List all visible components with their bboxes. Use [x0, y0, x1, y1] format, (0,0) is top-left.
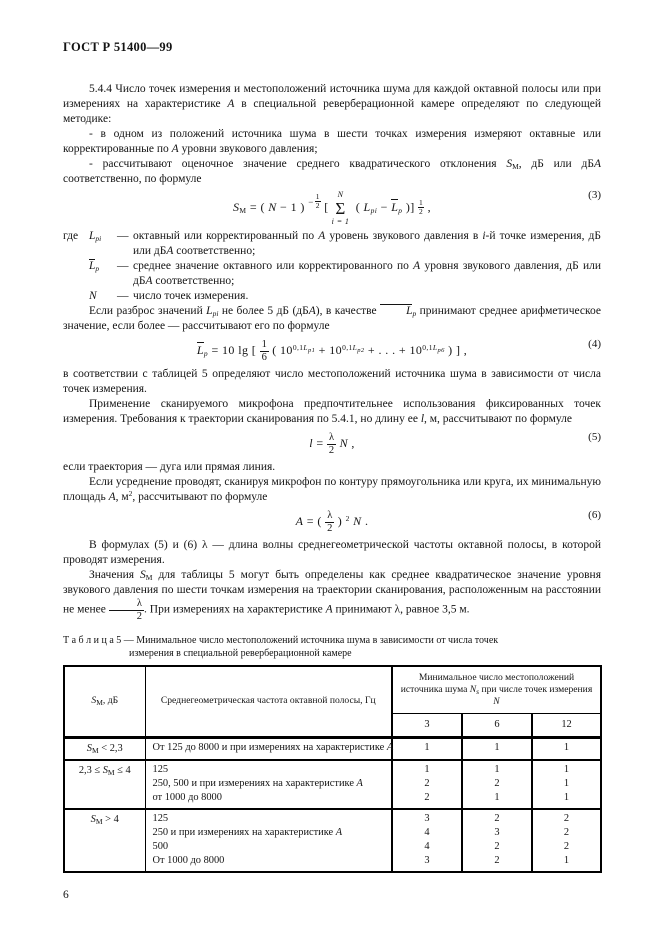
row-sm-range [64, 809, 145, 872]
math-token: в соответствии с таблицей 5 определяют число местоположений источника шума в зависимости от числа точек измерения. [63, 368, 601, 396]
value-cell: 1 [494, 791, 500, 803]
frequency-line [153, 826, 388, 840]
math-token: 125 [152, 812, 169, 824]
table-row [64, 809, 601, 872]
math-token: $S_М$ [233, 199, 247, 215]
math-token: + 10 [315, 342, 343, 357]
math-token: i [482, 230, 486, 243]
definition-item [63, 259, 601, 289]
value-cell: 2 [494, 777, 500, 789]
math-token: )] [402, 199, 419, 214]
header-n-12: 12 [532, 713, 601, 737]
math-token: > 4 [102, 813, 119, 825]
math-token: , [424, 199, 431, 214]
value-cell: 2 [563, 826, 570, 838]
math-token: ) [334, 514, 346, 529]
math-token: N Σ i = 1 [331, 190, 350, 226]
definition-term [89, 259, 117, 289]
definition-lead: где [63, 230, 79, 243]
paragraph-spread [63, 304, 601, 334]
value-cell: 1 [563, 741, 570, 753]
formula-5-number: (5) [588, 431, 601, 444]
math-token: 250, 500 и при измерениях на характеристике [152, 777, 357, 789]
math-token: в специальной реверберационной камере определяют по следующей методике: [63, 98, 601, 125]
row-values-n12 [532, 737, 601, 760]
definition-dash: — [117, 260, 129, 273]
table-5-header [64, 666, 601, 738]
formula-6 [63, 510, 601, 534]
math-token: 2 [345, 514, 350, 524]
definition-dash: — [117, 290, 129, 303]
math-token: А [335, 826, 343, 838]
math-token: . [361, 514, 369, 529]
math-token: соответственно; [173, 245, 256, 258]
header-n-3: 3 [392, 713, 462, 737]
row-values-n6 [462, 809, 532, 872]
header-frequency: Среднегеометрическая частота октавной полосы, Гц [145, 666, 392, 738]
math-token: $L_p$ [196, 342, 209, 358]
math-token: Минимальное число местоположений источника шума [400, 671, 575, 695]
math-token: уровни звукового давления; [178, 143, 318, 155]
value-cell: 2 [563, 812, 570, 824]
math-token: от 1000 до 8000 [152, 791, 222, 803]
frequency-line [153, 854, 388, 868]
row-values-n12 [532, 809, 601, 872]
value-cell: 1 [424, 741, 430, 753]
paragraph-5-4-4-intro [63, 82, 601, 127]
math-token: А [318, 230, 326, 243]
formula-4-expression [197, 339, 467, 363]
math-token: N [89, 290, 97, 303]
definition-description [133, 259, 601, 289]
math-token: А [145, 275, 153, 288]
math-token: $L_{pi}$ [206, 305, 219, 319]
math-token: N [353, 514, 362, 529]
frequency-line [153, 763, 388, 777]
math-token: Применение сканируемого микрофона предпочтительнее использования фиксированных точек измерения. Требования к траектории сканирования по 5.4.1, но длину ее [63, 398, 601, 426]
definition-item [63, 289, 601, 304]
definition-lead [63, 289, 89, 304]
table-caption-line2: измерения в специальной реверберационной камере [129, 647, 352, 659]
math-token: $N_s$ [469, 683, 480, 696]
math-token: = ( [303, 514, 326, 529]
math-token: = [312, 436, 327, 451]
math-token: не более 5 дБ (дБ [218, 305, 309, 318]
definition-description [133, 289, 601, 304]
math-token: уровень звукового давления в [325, 230, 483, 243]
math-token: , м [115, 491, 129, 504]
value-cell: 3 [494, 826, 500, 838]
math-token: 2,3 ≤ [78, 764, 103, 776]
math-token: число точек измерения. [133, 290, 249, 303]
math-token: 0,1Lp6 [422, 342, 445, 354]
math-token: А [325, 604, 333, 617]
definition-dash: — [117, 230, 129, 243]
math-token: 0,1Lp2 [342, 342, 365, 354]
math-token: ) ] , [444, 342, 468, 357]
value-cell: 2 [424, 777, 430, 789]
row-sm-range [64, 760, 145, 809]
math-token: . При измерениях на характеристике [144, 604, 326, 617]
math-token: принимают среднее арифметическое значение, если более — рассчитывают его по формуле [63, 305, 601, 333]
definition-lead [63, 259, 89, 289]
math-token: $S_М$ [140, 569, 153, 583]
definition-item [63, 229, 601, 259]
math-token: , [347, 436, 355, 451]
math-token: N [268, 199, 277, 214]
frequency-line [153, 791, 388, 805]
value-cell: 2 [424, 791, 430, 803]
math-token: 0,1Lp1 [292, 342, 316, 354]
math-token: уровня звукового давления, дБ или дБ [133, 260, 601, 288]
math-token: 125 [152, 763, 169, 775]
table-5-body [64, 737, 601, 872]
paragraph-table5-reference [63, 367, 601, 397]
row-values-n6 [462, 737, 532, 760]
value-cell: 4 [424, 840, 430, 852]
table-caption [63, 634, 601, 660]
math-token: А [386, 741, 394, 753]
formula-6-expression [296, 510, 369, 534]
math-token: 1 2 [419, 197, 424, 217]
paragraph-scanning-microphone [63, 397, 601, 427]
math-token: соответственно, по формуле [63, 173, 202, 185]
value-cell: 1 [563, 854, 570, 866]
math-token: при числе точек измерения [479, 683, 593, 695]
value-cell: 1 [563, 777, 570, 789]
math-token: $\frac{\lambda}{2}$ [328, 432, 335, 456]
math-token: А [356, 777, 363, 789]
math-token: A [295, 514, 304, 529]
math-token: А [227, 98, 235, 110]
math-token: ( [352, 199, 364, 214]
paragraph-trajectory [63, 460, 601, 475]
value-cell: 1 [563, 791, 570, 803]
math-token: $S_М$ [91, 695, 103, 708]
row-values-n3 [392, 737, 462, 760]
math-token: − $\frac{1}{2}$ [308, 191, 320, 211]
math-token: 250 и при измерениях на характеристике [152, 826, 336, 838]
row-values-n3 [392, 809, 462, 872]
header-n-6: 6 [462, 713, 532, 737]
math-token: $\frac{\lambda}{2}$ [327, 510, 333, 534]
math-token: $\frac{\lambda}{2}$ [109, 598, 144, 622]
table-row [64, 737, 601, 760]
standard-designation: ГОСТ Р 51400—99 [63, 40, 173, 54]
row-values-n12 [532, 760, 601, 809]
math-token: $L_p$ [391, 199, 403, 215]
frequency-line [153, 812, 388, 826]
formula-3-expression [233, 190, 431, 226]
math-token: если траектория — дуга или прямая линия. [63, 461, 276, 474]
math-token: среднее значение октавного или корректированного по [133, 260, 414, 273]
math-token: ≤ 4 [114, 764, 131, 776]
math-token: октавный или корректированный по [133, 230, 319, 243]
table-caption-line1: Т а б л и ц а 5 — Минимальное число местоположений источника шума в зависимости от числа точек [63, 634, 499, 646]
math-token: ), в качестве [315, 305, 381, 318]
math-token: -й точке измерения, дБ или дБ [133, 230, 602, 258]
math-token: $S_М$ [86, 742, 99, 755]
page-number: 6 [63, 888, 69, 901]
value-cell: 1 [424, 763, 430, 775]
frequency-line [153, 840, 388, 854]
math-token: А [166, 245, 174, 258]
math-token: = 10 lg [ [208, 342, 260, 357]
paragraph-bullet-measure [63, 127, 601, 157]
definitions-list [63, 229, 601, 304]
math-token: , рассчитывают по формуле [132, 491, 268, 504]
math-token: соответственно; [152, 275, 235, 288]
value-cell: 1 [563, 763, 570, 775]
math-token: $S_М$ [90, 813, 103, 826]
paragraph-bullet-deviation [63, 157, 601, 187]
paragraph-averaging [63, 475, 601, 505]
definition-term [89, 229, 117, 259]
math-token: А [413, 260, 421, 273]
math-token: В формулах (5) и (6) λ — длина волны среднегеометрической частоты октавной полосы, в которой проводят измерения. [63, 539, 601, 567]
math-token: - рассчитывают оценочное значение среднего квадратического отклонения [89, 158, 507, 170]
value-cell: 4 [424, 826, 430, 838]
math-token: $S_М$ [506, 158, 519, 171]
definition-term [89, 289, 117, 304]
formula-4-number: (4) [588, 338, 601, 351]
math-token: l [420, 413, 425, 426]
math-token: А [171, 143, 179, 155]
frequency-line [152, 741, 394, 755]
formula-5-expression [309, 432, 355, 456]
formula-5 [63, 432, 601, 456]
math-token: N [493, 695, 500, 707]
header-min-locations [392, 666, 601, 714]
math-token: − [377, 199, 392, 214]
formula-3 [63, 190, 601, 226]
math-token: принимают λ, равное 3,5 м. [332, 604, 470, 617]
math-token: , дБ или дБ [518, 158, 594, 170]
math-token: − 1 ) [276, 199, 309, 214]
math-token: А [593, 158, 601, 170]
paragraph-sm-values [63, 568, 601, 622]
math-token: 2 [128, 489, 133, 499]
math-token: - в одном из положений источника шума в шести точках измерения измеряют октавные или корректированные по [63, 128, 601, 155]
formula-3-number: (3) [588, 189, 601, 201]
math-token: Если разброс значений [89, 305, 207, 318]
math-token: $\frac{1}{6}$ [261, 339, 267, 363]
value-cell: 2 [494, 812, 500, 824]
row-frequencies [145, 809, 392, 872]
formula-6-number: (6) [588, 509, 601, 522]
value-cell: 3 [424, 812, 430, 824]
math-token: , дБ [102, 695, 119, 707]
math-token: А [308, 305, 316, 318]
math-token: $L_{pi}$ [89, 230, 102, 244]
value-cell: 1 [494, 741, 500, 753]
value-cell: 2 [494, 854, 500, 866]
math-token: N [339, 436, 348, 451]
definition-description [133, 229, 601, 259]
math-token: От 1000 до 8000 [152, 854, 225, 866]
math-token: = ( [246, 199, 269, 214]
math-token: ( 10 [268, 342, 293, 357]
table-5 [63, 665, 602, 873]
math-token: $L_p$ [380, 305, 416, 317]
math-token: $S_М$ [102, 764, 115, 777]
math-token: [ [320, 199, 329, 214]
math-token: $L_{pi}$ [363, 199, 378, 215]
math-token: $L_p$ [89, 260, 100, 274]
value-cell: 3 [424, 854, 430, 866]
row-values-n3 [392, 760, 462, 809]
math-token: Если усреднение проводят, сканируя микрофон по контуру прямоугольника или круга, их минимальную площадь [63, 476, 601, 504]
formula-4 [63, 339, 601, 363]
row-sm-range [64, 737, 145, 760]
math-token: < 2,3 [98, 742, 123, 754]
math-token: A [108, 491, 116, 504]
row-frequencies [145, 760, 392, 809]
math-token: 500 [152, 840, 169, 852]
frequency-line [153, 777, 388, 791]
header-sm-db [64, 666, 145, 738]
math-token: l [309, 436, 313, 451]
paragraph-lambda-definition [63, 538, 601, 568]
math-token: 5.4.4 Число точек измерения и местоположений источника шума для каждой октавной полосы или при измерениях на характеристике [63, 83, 601, 110]
math-token: + . . . + 10 [364, 342, 423, 357]
value-cell: 2 [563, 840, 570, 852]
math-token: для таблицы 5 могут быть определены как среднее квадратическое значение уровня звукового давления по шести точкам измерения на траектории сканирования, расположенным на расстоянии не менее [63, 569, 601, 617]
row-values-n6 [462, 760, 532, 809]
math-token: , м, рассчитывают по формуле [424, 413, 572, 426]
value-cell: 1 [494, 763, 500, 775]
value-cell: 2 [494, 840, 500, 852]
table-row [64, 760, 601, 809]
row-frequencies [145, 737, 392, 760]
math-token: От 125 до 8000 и при измерениях на характеристике [152, 741, 387, 753]
math-token: Значения [89, 569, 141, 582]
